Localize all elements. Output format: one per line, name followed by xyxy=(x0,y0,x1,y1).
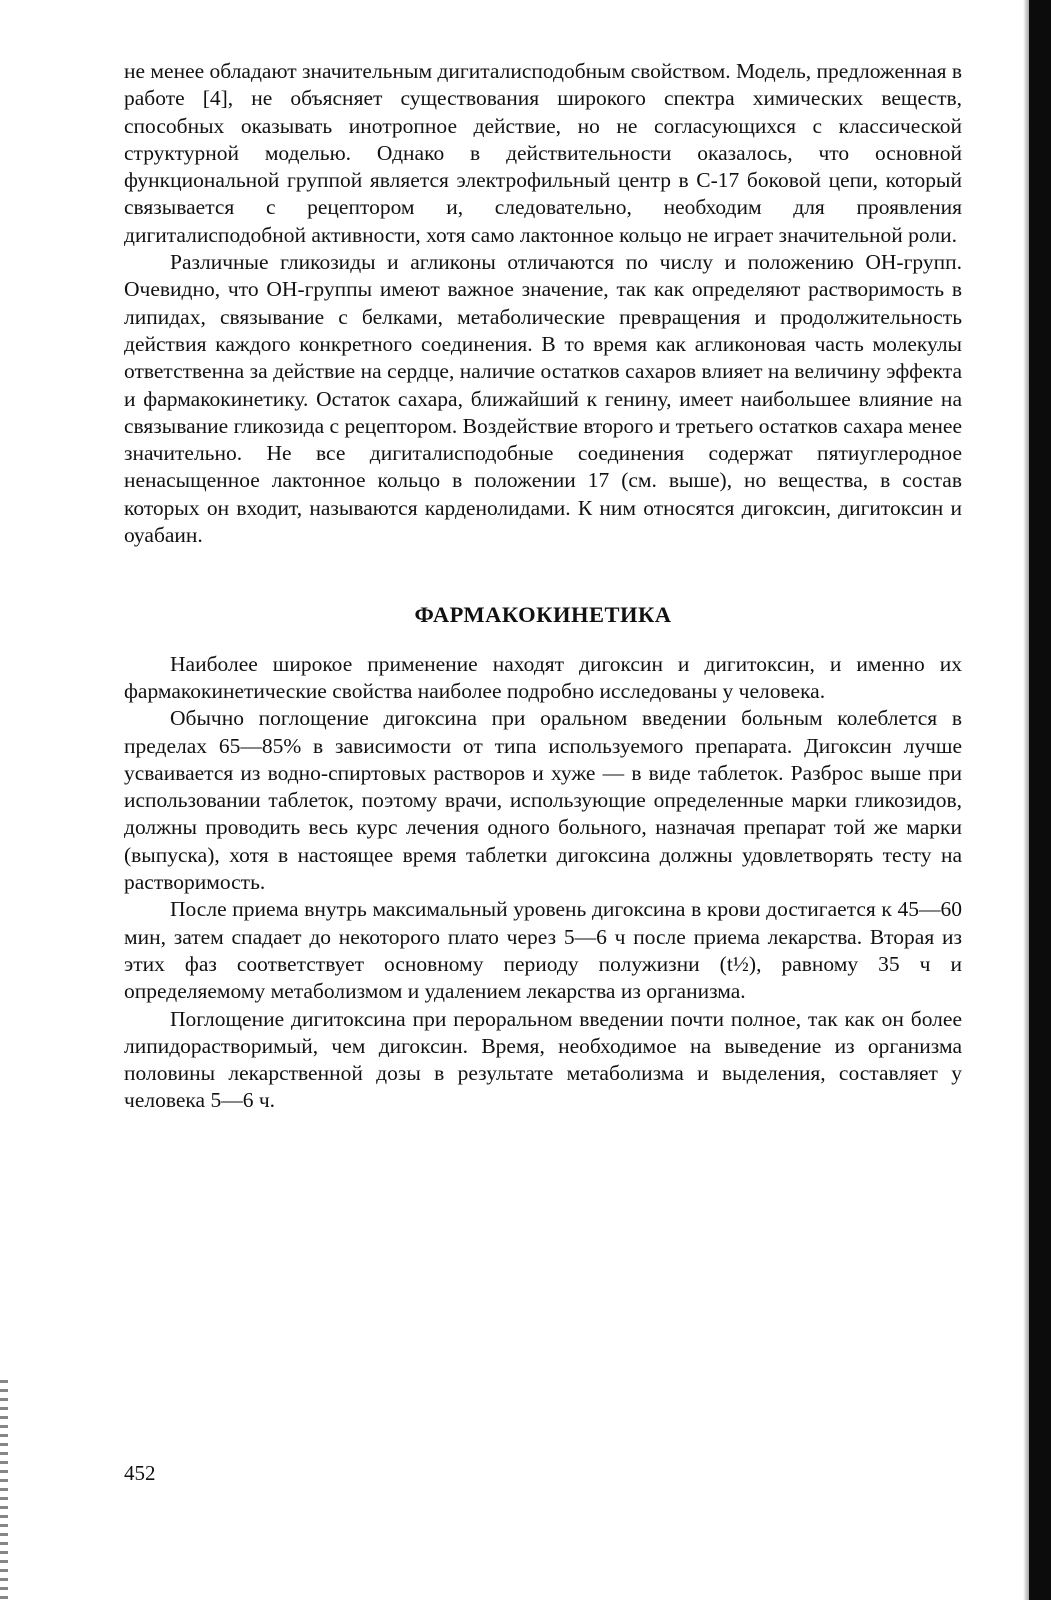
paragraph-continued: не менее обладают значительным дигиталисподобным свойством. Модель, предложенная в работе [4], не объясняет существования широкого спектра химических веществ, способных оказывать инотропное действие, но не согласующихся с классической структурной моделью. Однако в действительности оказалось, что основной функциональной группой является электрофильный центр в С-17 боковой цепи, который связывается с рецептором и, следовательно, необходим для проявления дигиталисподобной активности, хотя само лактонное кольцо не играет значительной роли. xyxy=(124,59,962,247)
page-number: 452 xyxy=(124,1461,156,1485)
scan-edge-bar xyxy=(1029,0,1051,1600)
paragraph-glycosides: Различные гликозиды и агликоны отличаются по числу и положению ОН-групп. Очевидно, что ОН-группы имеют важное значение, так как определяют растворимость в липидах, связывание с белками, метаболические превращения и продолжительность действия каждого конкретного соединения. В то время как агликоновая часть молекулы ответственна за действие на сердце, наличие остатков сахаров влияет на величину эффекта и фармакокинетику. Остаток сахара, ближайший к генину, имеет наибольшее влияние на связывание гликозида с рецептором. Воздействие второго и третьего остатков сахара менее значительно. Не все дигиталисподобные соединения содержат пятиуглеродное ненасыщенное лактонное кольцо в положении 17 (см. выше), но вещества, в состав которых он входит, называются карденолидами. К ним относятся дигоксин, дигитоксин и оуабаин. xyxy=(124,250,962,548)
page-body xyxy=(124,58,962,1115)
paragraph-digoxin-levels: После приема внутрь максимальный уровень дигоксина в крови достигается к 45—60 мин, затем спадает до некоторого плато через 5—6 ч после приема лекарства. Вторая из этих фаз соответствует основному периоду полужизни (t½), равному 35 ч и определяемому метаболизмом и удалением лекарства из организма. xyxy=(124,897,962,1004)
scan-left-speckle xyxy=(0,1380,8,1600)
paragraph-pk-intro: Наиболее широкое применение находят дигоксин и дигитоксин, и именно их фармакокинетические свойства наиболее подробно исследованы у человека. xyxy=(124,651,962,703)
paragraph-digitoxin-absorption: Поглощение дигитоксина при пероральном введении почти полное, так как он более липидорастворимый, чем дигоксин. Время, необходимое на выведение из организма половины лекарственной дозы в результате метаболизма и выделения, составляет у человека 5—6 ч. xyxy=(124,1006,962,1113)
section-heading: ФАРМАКОКИНЕТИКА xyxy=(414,602,672,628)
paragraph-digoxin-absorption: Обычно поглощение дигоксина при оральном введении больным колеблется в пределах 65—85% в зависимости от типа используемого препарата. Дигоксин лучше усваивается из водно-спиртовых растворов и хуже — в виде таблеток. Разброс выше при использовании таблеток, поэтому врачи, использующие определенные марки гликозидов, должны проводить весь курс лечения одного больного, назначая препарат той же марки (выпуска), хотя в настоящее время таблетки дигоксина должны удовлетворять тесту на растворимость. xyxy=(124,706,962,895)
